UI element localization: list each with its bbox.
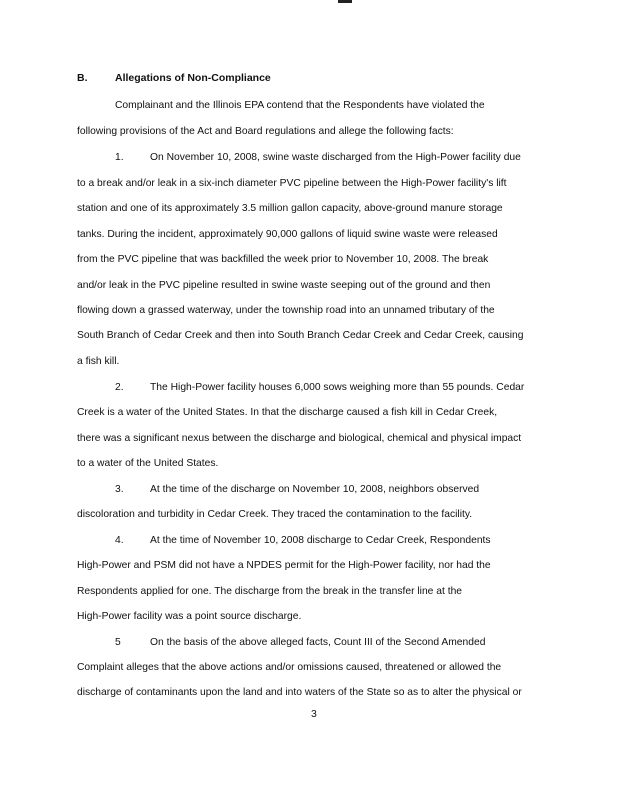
paragraph-line: South Branch of Cedar Creek and then into South Branch Cedar Creek and Cedar Creek, causing bbox=[77, 330, 524, 341]
scan-mark bbox=[338, 0, 352, 3]
page-number: 3 bbox=[311, 708, 317, 720]
paragraph-line: there was a significant nexus between the discharge and biological, chemical and physical impact bbox=[77, 433, 522, 444]
paragraph-line: to a break and/or leak in a six-inch diameter PVC pipeline between the High-Power facility's lift bbox=[77, 178, 507, 189]
paragraph-number: 5 bbox=[115, 637, 121, 648]
paragraph-line: Complaint alleges that the above actions and/or omissions caused, threatened or allowed the bbox=[77, 662, 502, 673]
paragraph-first-line: On November 10, 2008, swine waste discharged from the High-Power facility due bbox=[150, 152, 521, 163]
paragraph-number: 4. bbox=[115, 535, 124, 546]
paragraph-line: discharge of contaminants upon the land and into waters of the State so as to alter the physical or bbox=[77, 687, 522, 698]
paragraph-first-line: The High-Power facility houses 6,000 sows weighing more than 55 pounds. Cedar bbox=[150, 382, 525, 393]
intro-line: following provisions of the Act and Board regulations and allege the following facts: bbox=[77, 126, 454, 137]
paragraph-line: flowing down a grassed waterway, under the township road into an unnamed tributary of the bbox=[77, 305, 495, 316]
paragraph-line: discoloration and turbidity in Cedar Creek. They traced the contamination to the facility. bbox=[77, 509, 473, 520]
paragraph-first-line: On the basis of the above alleged facts, Count III of the Second Amended bbox=[150, 637, 486, 648]
section-title: Allegations of Non-Compliance bbox=[115, 72, 271, 84]
paragraph-number: 1. bbox=[115, 152, 124, 163]
paragraph-line: to a water of the United States. bbox=[77, 458, 219, 469]
paragraph-first-line: At the time of the discharge on November 10, 2008, neighbors observed bbox=[150, 484, 480, 495]
paragraph-line: and/or leak in the PVC pipeline resulted in swine waste seeping out of the ground and then bbox=[77, 280, 491, 291]
paragraph-line: High-Power facility was a point source discharge. bbox=[77, 611, 302, 622]
paragraph-line: station and one of its approximately 3.5 million gallon capacity, above-ground manure storage bbox=[77, 203, 503, 214]
section-heading bbox=[77, 72, 271, 84]
paragraph-line: tanks. During the incident, approximately 90,000 gallons of liquid swine waste were released bbox=[77, 229, 498, 240]
paragraph-line: from the PVC pipeline that was backfilled the week prior to November 10, 2008. The break bbox=[77, 254, 489, 265]
intro-line: Complainant and the Illinois EPA contend that the Respondents have violated the bbox=[115, 100, 485, 111]
paragraph-number: 2. bbox=[115, 382, 124, 393]
paragraph-line: High-Power and PSM did not have a NPDES permit for the High-Power facility, nor had the bbox=[77, 560, 491, 571]
paragraph-line: Respondents applied for one. The discharge from the break in the transfer line at the bbox=[77, 586, 463, 597]
paragraph-first-line: At the time of November 10, 2008 discharge to Cedar Creek, Respondents bbox=[150, 535, 491, 546]
paragraph-line: a fish kill. bbox=[77, 356, 120, 367]
paragraph-number: 3. bbox=[115, 484, 124, 495]
paragraph-line: Creek is a water of the United States. In that the discharge caused a fish kill in Cedar Creek, bbox=[77, 407, 498, 418]
section-letter: B. bbox=[77, 72, 88, 84]
